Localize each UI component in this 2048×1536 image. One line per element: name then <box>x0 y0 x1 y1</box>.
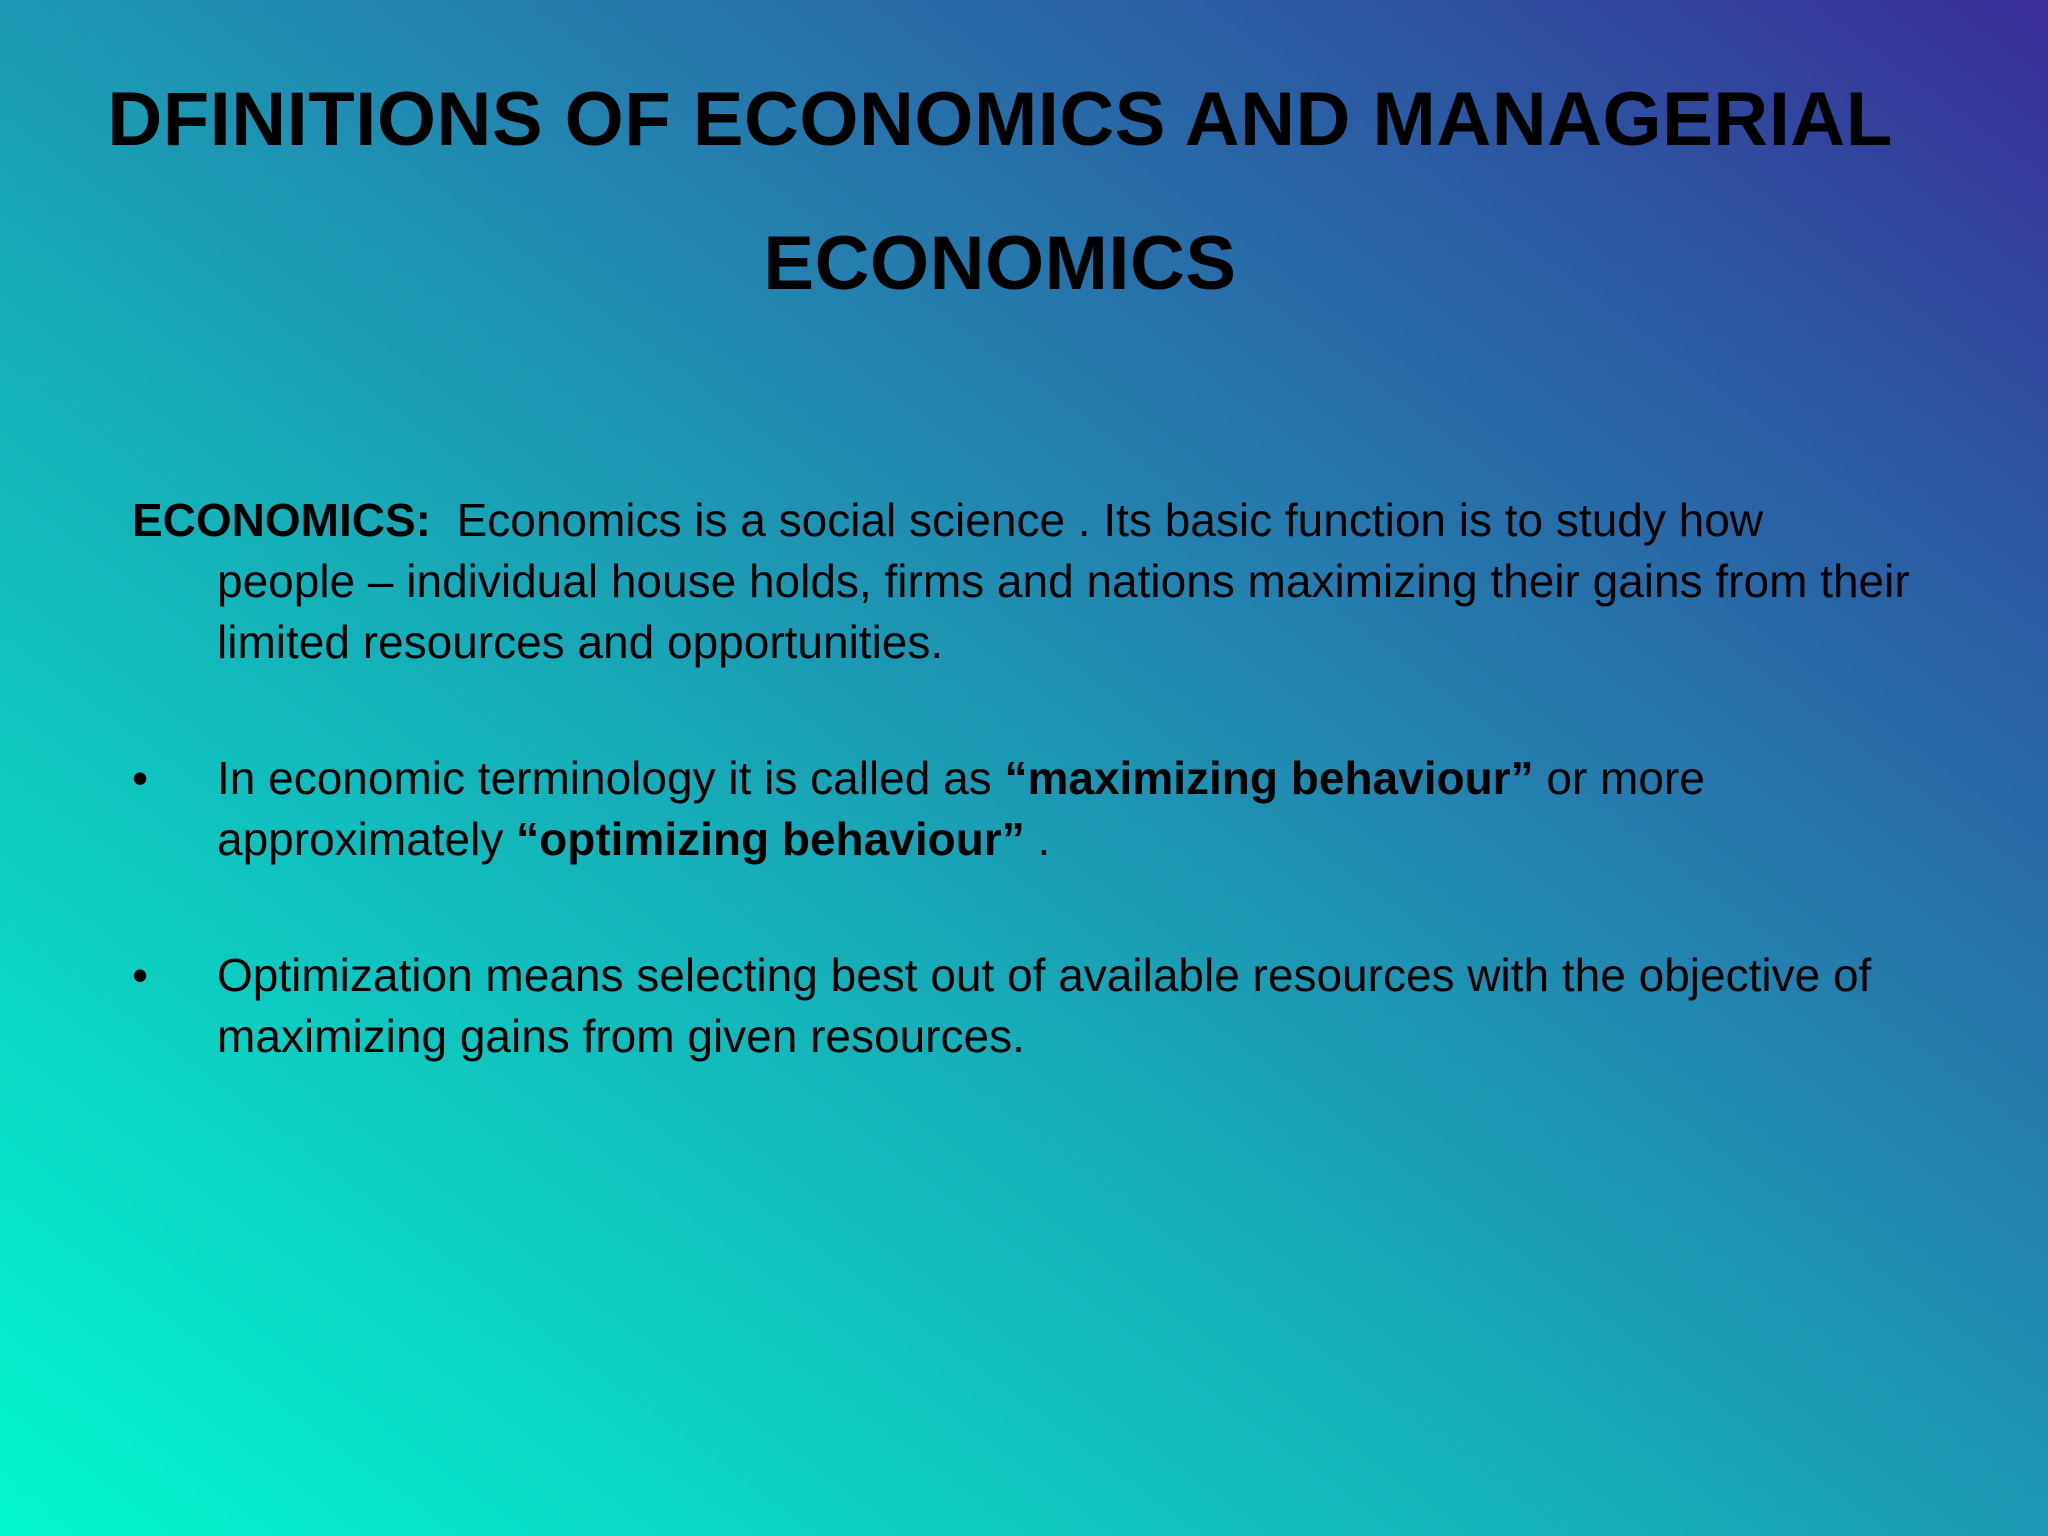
definition-text: Economics is a social science . Its basic function is to study how people – individual house holds, firms and nations maximizing their gains from their limited resources and opportunities. <box>217 494 1910 668</box>
definition-paragraph <box>132 490 1912 673</box>
definition-lead: ECONOMICS: <box>132 494 431 546</box>
bullet-1-text-c: . <box>1024 813 1051 865</box>
bullet-1-term-maximizing: “maximizing behaviour” <box>1004 752 1534 804</box>
slide-title <box>40 48 1960 336</box>
bullet-1-text-a: In economic terminology it is called as <box>217 752 1005 804</box>
title-line-1: DFINITIONS OF ECONOMICS AND MANAGERIAL <box>107 77 1893 162</box>
bullet-1-text-b: or more approximately <box>217 752 1705 865</box>
slide-body <box>132 490 1912 1142</box>
bullet-marker: • <box>132 949 149 1001</box>
bullet-marker: • <box>132 752 149 804</box>
title-line-2: ECONOMICS <box>763 221 1237 306</box>
bullet-2-text: Optimization means selecting best out of available resources with the objective of maximizing gains from given resources. <box>217 949 1872 1062</box>
bullet-item-1 <box>132 748 1912 870</box>
bullet-1-term-optimizing: “optimizing behaviour” <box>516 813 1025 865</box>
bullet-item-2 <box>132 945 1912 1067</box>
